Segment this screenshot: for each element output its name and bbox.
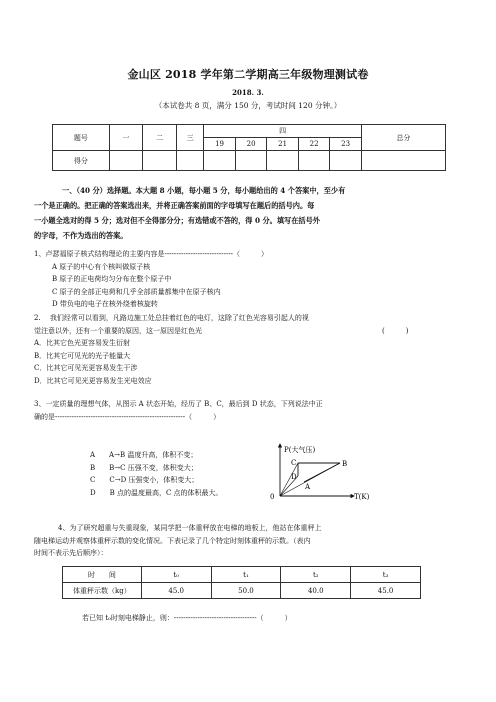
table-cell: 50.0	[211, 583, 281, 599]
question-3-options	[90, 449, 280, 499]
table-cell: 体重秤示数（kg）	[63, 583, 142, 599]
score-cell[interactable]	[330, 151, 362, 171]
question-2-line2	[34, 325, 464, 338]
question-1-option-d: D 带负电的电子在核外绕着核旋转	[52, 300, 158, 309]
score-header-3: 三	[176, 125, 203, 151]
question-2-option-b: B．比其它可见光的光子能量大	[34, 351, 131, 360]
score-cell[interactable]	[361, 151, 445, 171]
section1-line: 的字母，不作为选出的答案。	[34, 231, 128, 240]
question-4-tail: 若已知 t₀时刻电梯静止，则：-----------------------------------（ ）	[82, 614, 292, 622]
question-4-line3: 时间不表示先后顺序）：	[34, 549, 108, 558]
question-1-stem: 1、卢瑟福原子核式结构理论的主要内容是-----------------------------（ ）	[34, 250, 269, 258]
score-header-question: 题号	[53, 125, 110, 151]
score-sub-23: 23	[330, 138, 362, 151]
table-header: t₁	[211, 567, 281, 583]
score-row-label: 得分	[53, 151, 110, 171]
score-cell[interactable]	[235, 151, 267, 171]
score-cell[interactable]	[267, 151, 299, 171]
question-2-stem: 觉注意以外，还有一个重要的原因，这一原因是红色光	[34, 326, 202, 335]
question-3-option-a: A A→B 温度升高，体积不变；	[90, 451, 198, 459]
question-3-option-b: B B→C 压强不变，体积变大；	[90, 463, 198, 472]
question-3	[34, 398, 464, 423]
score-header-total: 总分	[361, 125, 445, 151]
question-3-line1: 3、一定质量的理想气体，从图示 A 状态开始，经历了 B、C，最后到 D 状态，下列说法中正	[34, 400, 323, 408]
question-3-line2: 确的是-------------------------------------------------------（ ）	[34, 412, 221, 421]
question-2-option-d: D．比其它可见光更容易发生光电效应	[34, 376, 152, 385]
score-cell[interactable]	[176, 151, 203, 171]
score-sub-21: 21	[267, 138, 299, 151]
score-sub-22: 22	[298, 138, 330, 151]
exam-date: 2018. 3.	[232, 88, 264, 97]
table-header: 时 间	[63, 567, 142, 583]
score-cell[interactable]	[109, 151, 143, 171]
table-header: t₃	[351, 567, 421, 583]
question-2-option-c: C．比其它可见光更容易发生干涉	[34, 364, 138, 373]
score-header-4: 四	[204, 125, 362, 138]
point-b-label: B	[342, 460, 348, 468]
segment-a-b	[304, 463, 340, 482]
table-cell: 45.0	[351, 583, 421, 599]
question-1-option-b: B 原子的正电荷均匀分布在整个原子中	[52, 275, 172, 284]
point-a-label: A	[305, 483, 311, 491]
section1-line: 一个是正确的。把正确的答案选出来，并将正确答案前面的字母填写在题后的括号内。每	[34, 201, 315, 210]
t-axis-label: T(K)	[354, 493, 370, 501]
question-3-option-c: C C→D 压强变小，体积变大；	[90, 476, 199, 485]
score-cell[interactable]	[204, 151, 236, 171]
answer-bracket: ( )	[382, 326, 409, 335]
question-1	[34, 248, 464, 311]
score-header-1: 一	[109, 125, 143, 151]
question-4-line1: 4、为了研究超重与失重现象，某同学把一体重秤放在电梯的地板上，他站在体重秤上	[58, 524, 322, 532]
question-2-line1: 2. 我们经常可以看到，凡路边施工处总挂着红色的电灯，这除了红色光容易引起人的视	[34, 314, 309, 322]
score-sub-20: 20	[235, 138, 267, 151]
section1-line: 一小题全选对的得 5 分；选对但不全得部分分；有选错或不答的，得 0 分。填写在括号外	[34, 216, 320, 225]
table-header: t₀	[141, 567, 211, 583]
table-cell: 45.0	[141, 583, 211, 599]
exam-note: （本试卷共 8 页，满分 150 分，考试时间 120 分钟。）	[154, 101, 342, 110]
table-cell: 40.0	[281, 583, 351, 599]
scale-reading-table	[62, 566, 421, 599]
question-2	[34, 312, 464, 388]
exam-title: 金山区 2018 学年第二学期高三年级物理测试卷	[127, 68, 369, 81]
score-cell[interactable]	[143, 151, 177, 171]
point-d-label: D	[291, 473, 297, 481]
score-header-2: 二	[143, 125, 177, 151]
p-axis-label: P(大气压)	[284, 446, 316, 454]
score-sub-19: 19	[204, 138, 236, 151]
question-4-line2: 随电梯运动并观察体重秤示数的变化情况。下表记录了几个特定时刻体重秤的示数。（表内	[34, 536, 311, 545]
origin-label: 0	[270, 493, 275, 501]
question-2-option-a: A．比其它色光更容易发生衍射	[34, 339, 131, 348]
question-4	[34, 522, 464, 560]
point-c-label: C	[291, 459, 297, 467]
question-1-option-c: C 原子的全部正电荷和几乎全部质量都集中在原子核内	[52, 287, 221, 296]
score-table	[52, 124, 446, 171]
section1-line: 一、（40 分）选择题。本大题 8 小题，每小题 5 分，每小题给出的 4 个答案中，至少有	[62, 186, 346, 195]
question-1-option-a: A 原子的中心有个核叫做原子核	[52, 262, 151, 271]
section1-instructions	[34, 183, 454, 243]
score-cell[interactable]	[298, 151, 330, 171]
question-3-option-d: D B 点的温度最高，C 点的体积最大。	[90, 488, 223, 497]
pt-graph	[268, 440, 378, 504]
table-header: t₂	[281, 567, 351, 583]
